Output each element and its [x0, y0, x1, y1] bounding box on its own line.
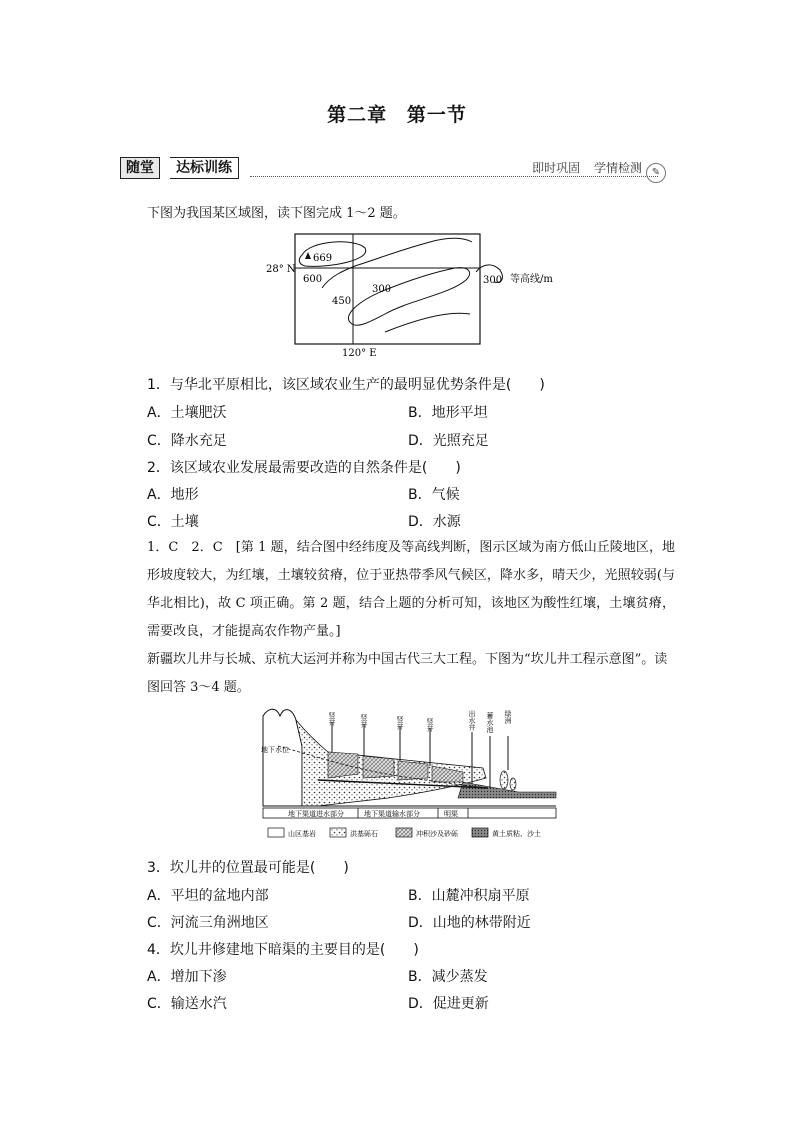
- q2-option-d[interactable]: D．水源: [408, 514, 461, 530]
- q4-option-b[interactable]: B．减少蒸发: [408, 969, 488, 985]
- contour-300: [348, 268, 469, 326]
- banner-badge-a: 随堂: [120, 157, 160, 179]
- pool-label: 蓄水池: [486, 712, 494, 733]
- question-2: 2．该区域农业发展最需要改造的自然条件是( ): [147, 460, 461, 476]
- contour-map: [260, 228, 560, 364]
- contour-600: [299, 242, 365, 266]
- q1-option-c[interactable]: C．降水充足: [147, 433, 227, 449]
- shaft-label-2: 竖井: [360, 714, 368, 728]
- q3-option-c[interactable]: C．河流三角洲地区: [147, 915, 269, 931]
- q3-option-b[interactable]: B．山麓冲积扇平原: [408, 888, 530, 904]
- latitude-label: 28° N: [266, 264, 296, 275]
- section-label-intake: 地下渠道进水部分: [288, 810, 344, 818]
- outlet-well-label: 出水井: [468, 710, 476, 731]
- q2-option-a[interactable]: A．地形: [147, 487, 199, 503]
- q2-option-c[interactable]: C．土壤: [147, 514, 199, 530]
- legend-swatch-sand: [396, 828, 412, 837]
- legend-swatch-gravel: [330, 828, 346, 837]
- legend-text: 等高线/m: [510, 274, 553, 285]
- contour-lower: [385, 313, 470, 332]
- shaft-label-1: 竖井: [328, 712, 336, 726]
- q4-option-a[interactable]: A．增加下渗: [147, 969, 227, 985]
- question-1: 1．与华北平原相比，该区域农业生产的最明显优势条件是( ): [147, 377, 545, 393]
- banner-right-text: [522, 159, 642, 176]
- mountain-bedrock: [263, 709, 302, 806]
- q1-option-b[interactable]: B．地形平坦: [408, 405, 488, 421]
- contour-label-600: 600: [303, 274, 323, 285]
- section-banner: [120, 157, 680, 181]
- water-table-label: 地下水位: [261, 746, 289, 754]
- legend-label-loess: 黄土质粘、沙土: [492, 830, 541, 838]
- peak-triangle-icon: [305, 252, 311, 259]
- contour-label-300: 300: [372, 284, 392, 295]
- answer-explanation: 1．C 2．C [第 1 题，结合图中经纬度及等高线判断，图示区域为南方低山丘陵地区，地形坡度较大，为红壤，土壤较贫瘠，位于亚热带季风气候区，降水多，晴天少，光照较弱(与华北相比)，故 C 项正确。第 2 题，结合上题的分析可知，该地区为酸性红壤，土壤贫瘠，需要改良，才能提高农作物产量。]: [147, 540, 675, 639]
- q3-option-d[interactable]: D．山地的林带附近: [408, 915, 531, 931]
- legend-value: 300: [483, 275, 503, 286]
- legend-label-gravel: 洪基砾石: [350, 830, 378, 838]
- q1-option-a[interactable]: A．土壤肥沃: [147, 405, 227, 421]
- banner-badge-b: 达标训练: [170, 157, 239, 179]
- oasis-label: 绿洲: [504, 710, 512, 724]
- question-3: 3．坎儿井的位置最可能是( ): [147, 860, 349, 876]
- shaft-label-4: 竖井: [426, 718, 434, 732]
- contour-label-450: 450: [332, 296, 352, 307]
- section-label-open: 明渠: [444, 810, 458, 818]
- legend-label-bedrock: 山区基岩: [288, 830, 316, 838]
- tree-icon-small: [510, 778, 516, 790]
- question-4: 4．坎儿井修建地下暗渠的主要目的是( ): [147, 942, 419, 958]
- section-label: 第一节: [406, 104, 467, 126]
- banner-dotted-line: [250, 176, 658, 177]
- longitude-label: 120° E: [342, 348, 377, 359]
- chapter-label: 第二章: [327, 104, 388, 126]
- shaft-label-3: 竖井: [396, 716, 404, 730]
- banner-decor-icon: ✎: [646, 163, 666, 183]
- karez-diagram: [258, 706, 558, 846]
- peak-label: 669: [313, 253, 333, 264]
- q4-option-c[interactable]: C．输送水汽: [147, 996, 227, 1012]
- legend-label-sand: 冲积沙及砂砾: [416, 830, 458, 838]
- section-label-transport: 地下渠道输水部分: [364, 810, 420, 818]
- banner-right-2: 学情检测: [593, 161, 642, 175]
- banner-right-1: 即时巩固: [532, 161, 581, 175]
- q2-option-b[interactable]: B．气候: [408, 487, 460, 503]
- q3-option-a[interactable]: A．平坦的盆地内部: [147, 888, 269, 904]
- legend-swatch-loess: [472, 828, 488, 837]
- intro-text-2: 新疆坎儿井与长城、京杭大运河并称为中国古代三大工程。下图为“坎儿井工程示意图”。读图回答 3～4 题。: [147, 652, 668, 695]
- page-title: [0, 100, 794, 127]
- tree-icon: [500, 771, 508, 789]
- legend-swatch-bedrock: [268, 828, 284, 837]
- q1-option-d[interactable]: D．光照充足: [408, 433, 489, 449]
- intro-text-1: 下图为我国某区域图，读下图完成 1～2 题。: [147, 206, 406, 221]
- q4-option-d[interactable]: D．促进更新: [408, 996, 489, 1012]
